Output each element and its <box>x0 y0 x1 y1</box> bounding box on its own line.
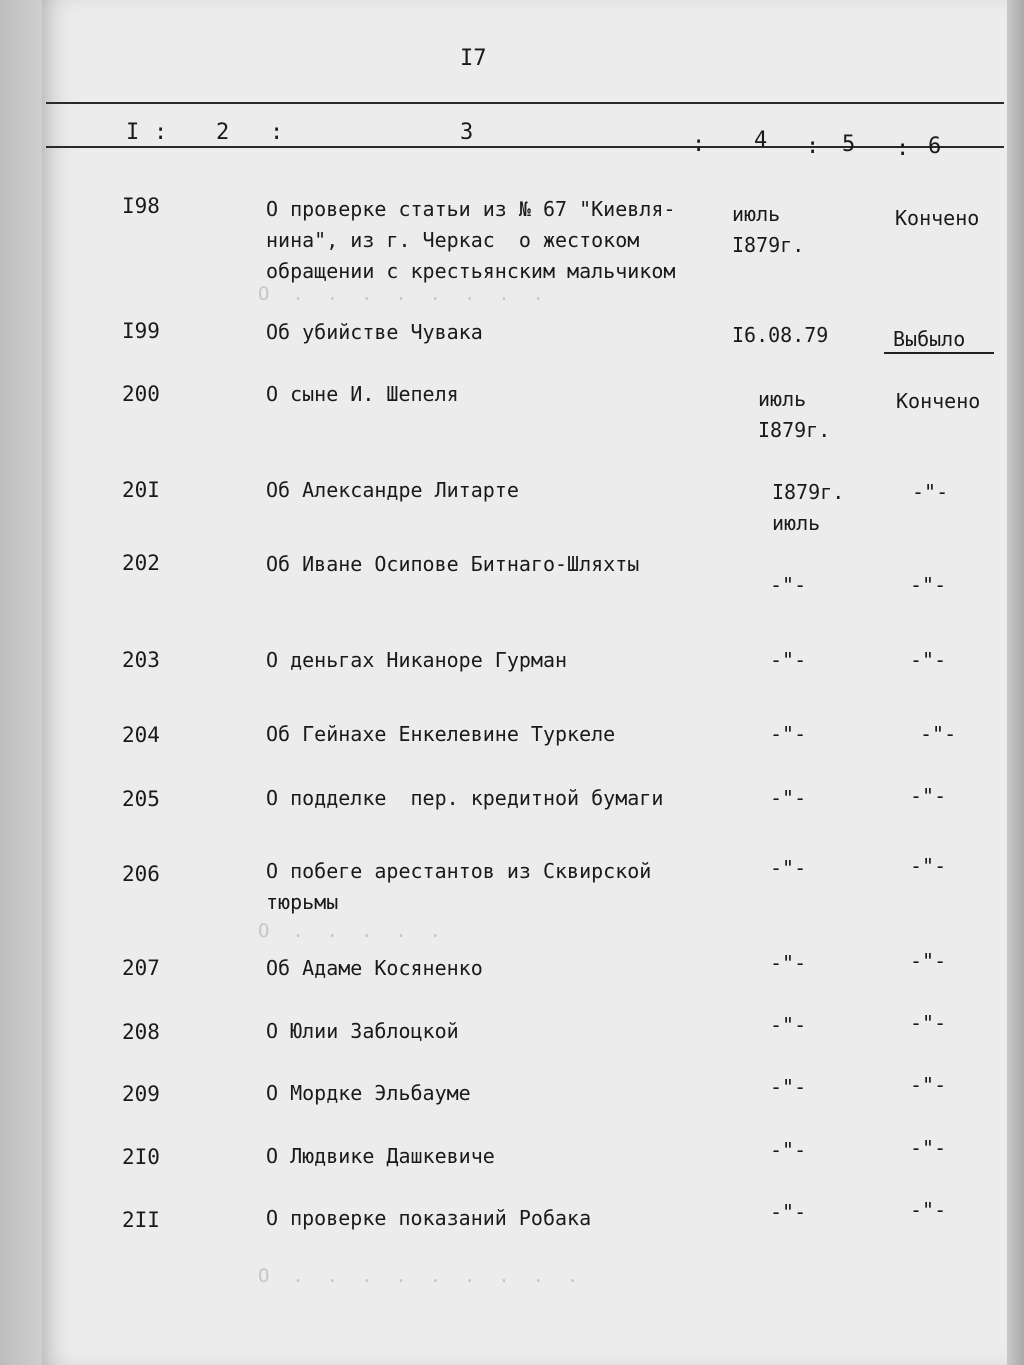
case-status: -"- <box>912 480 949 504</box>
case-title: О проверке показаний Робака <box>266 1206 592 1230</box>
case-date: I6.08.79 <box>732 323 829 347</box>
case-title: Об Александре Литарте <box>266 478 519 502</box>
case-date: -"- <box>770 786 807 810</box>
case-date: июль I879г. <box>732 202 805 257</box>
header-rule-bottom <box>46 146 1004 148</box>
case-date: июль I879г. <box>758 387 831 442</box>
bleed-through-text: О . . . . . . . . <box>258 283 544 305</box>
column-header-5: 5 <box>842 132 856 157</box>
case-status: Выбыло <box>893 327 966 351</box>
row-number: 209 <box>122 1082 160 1106</box>
case-title: Об Адаме Косяненко <box>266 956 483 980</box>
case-title: Об Гейнахе Енкелевине Туркеле <box>266 722 616 746</box>
case-title: О Юлии Заблоцкой <box>266 1019 459 1043</box>
case-date: -"- <box>770 951 807 975</box>
case-status: -"- <box>910 1011 947 1035</box>
case-status: -"- <box>910 854 947 878</box>
previous-page-edge <box>0 0 42 1365</box>
column-header-1: I <box>126 120 140 145</box>
page-number: I7 <box>460 46 487 71</box>
case-date: -"- <box>770 1075 807 1099</box>
case-status: Кончено <box>896 389 981 413</box>
case-status: -"- <box>910 1136 947 1160</box>
case-status: -"- <box>910 573 947 597</box>
case-title: О побеге арестантов из Сквирской тюрьмы <box>266 859 652 914</box>
column-separator: : <box>896 136 910 161</box>
case-title: О Людвике Дашкевиче <box>266 1144 495 1168</box>
bleed-through-text: О . . . . . . . . . <box>258 1265 579 1287</box>
case-date: -"- <box>770 573 807 597</box>
case-title: О деньгах Никаноре Гурман <box>266 648 568 672</box>
case-status: -"- <box>910 648 947 672</box>
bleed-through-text: О . . . . . <box>258 920 442 942</box>
row-number: I98 <box>122 194 160 218</box>
column-header-2: 2 <box>216 120 230 145</box>
case-title: О подделке пер. кредитной бумаги <box>266 786 664 810</box>
row-number: 200 <box>122 382 160 406</box>
case-date: -"- <box>770 722 807 746</box>
column-separator: : <box>806 134 820 159</box>
column-separator: : <box>270 120 284 145</box>
column-separator: : <box>692 132 706 157</box>
case-date: -"- <box>770 648 807 672</box>
row-number: 207 <box>122 956 160 980</box>
case-date: -"- <box>770 1200 807 1224</box>
status-underline <box>884 352 994 354</box>
case-date: -"- <box>770 1013 807 1037</box>
case-status: -"- <box>910 784 947 808</box>
case-date: -"- <box>770 1138 807 1162</box>
case-status: -"- <box>910 1198 947 1222</box>
column-separator: : <box>154 120 168 145</box>
row-number: 2I0 <box>122 1145 160 1169</box>
page-edge-shadow <box>1007 0 1024 1365</box>
row-number: 20I <box>122 478 160 502</box>
case-status: -"- <box>920 722 957 746</box>
case-title: Об Иване Осипове Битнаго-Шляхты <box>266 552 640 576</box>
row-number: 206 <box>122 862 160 886</box>
row-number: I99 <box>122 319 160 343</box>
case-status: -"- <box>910 1073 947 1097</box>
row-number: 208 <box>122 1020 160 1044</box>
column-header-6: 6 <box>928 134 942 159</box>
case-date: I879г. июль <box>772 480 845 535</box>
row-number: 202 <box>122 551 160 575</box>
row-number: 205 <box>122 787 160 811</box>
column-header-4: 4 <box>754 128 768 153</box>
case-date: -"- <box>770 856 807 880</box>
column-header-3: 3 <box>460 120 474 145</box>
case-title: О Мордке Эльбауме <box>266 1081 471 1105</box>
case-status: -"- <box>910 949 947 973</box>
case-status: Кончено <box>895 206 980 230</box>
row-number: 2II <box>122 1208 160 1232</box>
case-title: Об убийстве Чувака <box>266 320 483 344</box>
header-rule-top <box>46 102 1004 104</box>
case-title: О проверке статьи из № 67 "Киевля- нина", из г. Черкас о жестоком обращении с крестьянским мальчиком <box>266 197 676 283</box>
case-title: О сыне И. Шепеля <box>266 382 459 406</box>
row-number: 203 <box>122 648 160 672</box>
row-number: 204 <box>122 723 160 747</box>
